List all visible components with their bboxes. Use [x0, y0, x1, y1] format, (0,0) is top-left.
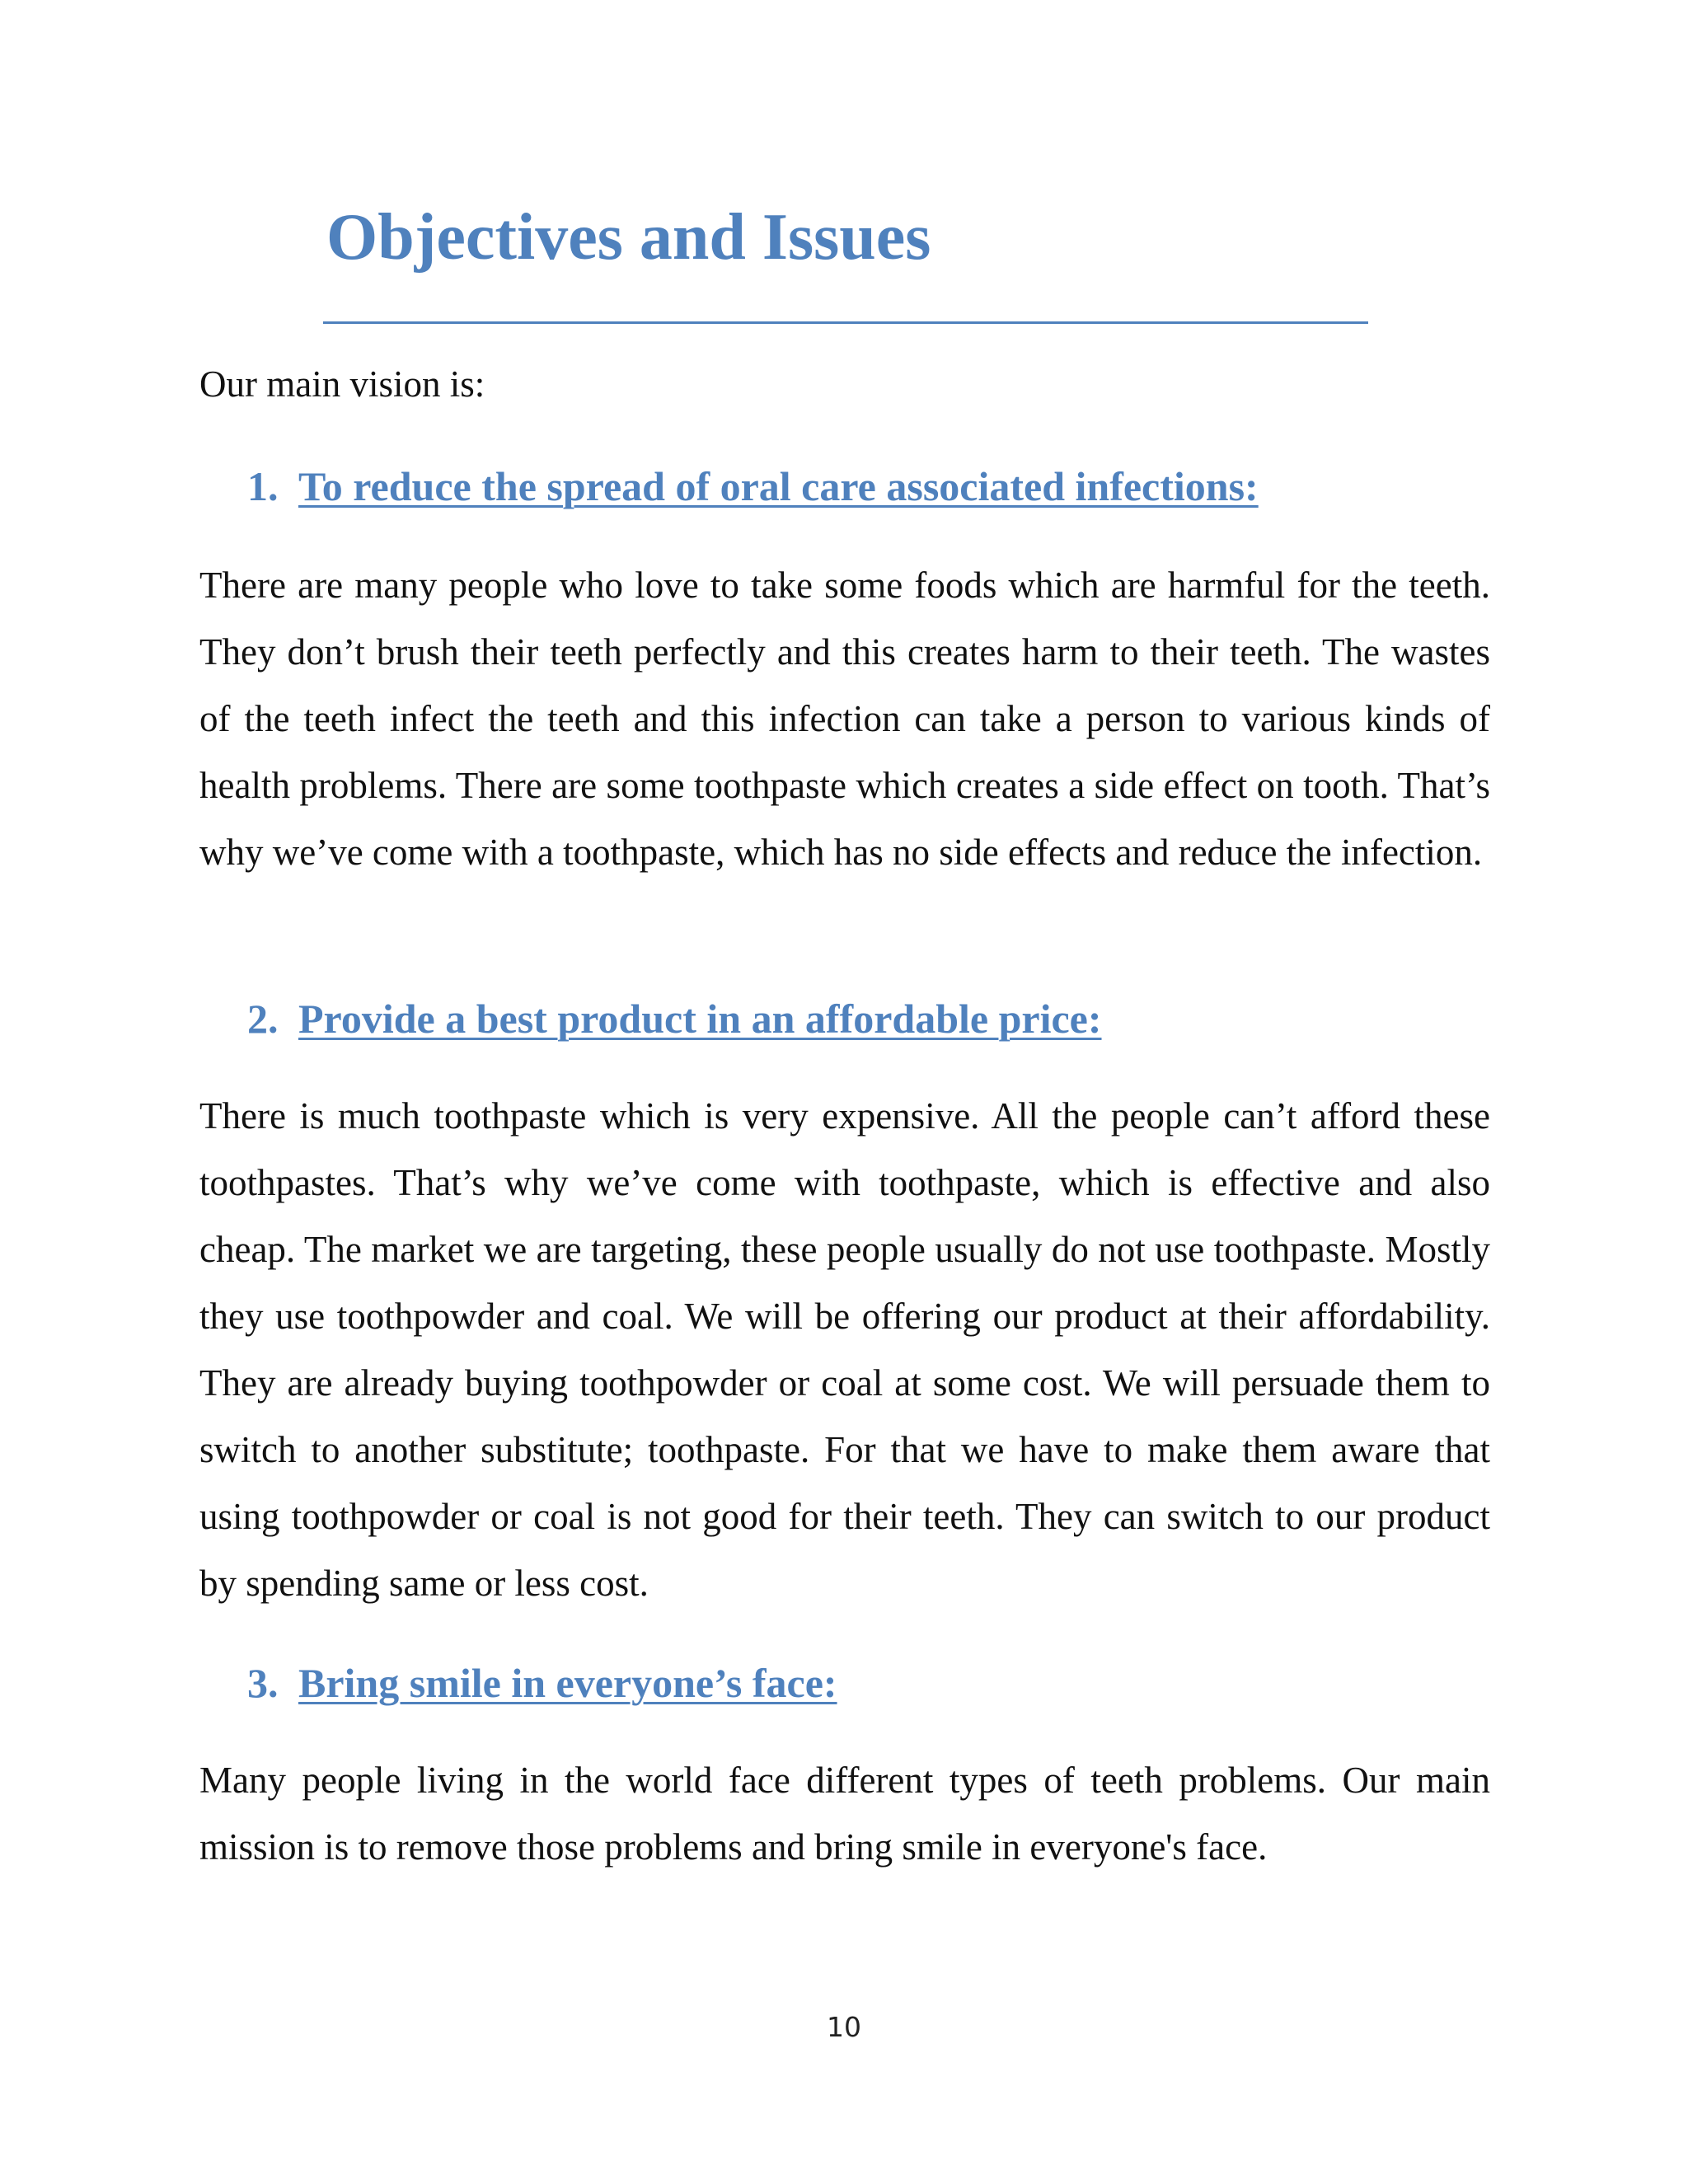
objective-number-1: 1.: [247, 463, 279, 509]
objective-title-1: To reduce the spread of oral care associated infections:: [298, 463, 1259, 509]
objective-title-3: Bring smile in everyone’s face:: [298, 1660, 837, 1706]
objective-heading-3: [247, 1657, 837, 1709]
page-title: Objectives and Issues: [326, 201, 931, 274]
objective-body-2: There is much toothpaste which is very expensive. All the people can’t afford these toothpastes. That’s why we’ve come with toothpaste, which is effective and also cheap. The market we are targeting, these people usually do not use toothpaste. Mostly they use toothpowder and coal. We will be offering our product at their affordability. They are already buying toothpowder or coal at some cost. We will persuade them to switch to another substitute; toothpaste. For that we have to make them aware that using toothpowder or coal is not good for their teeth. They can switch to our product by spending same or less cost.: [199, 1095, 1490, 1604]
objective-number-2: 2.: [247, 996, 279, 1042]
page-number: 10: [827, 2011, 861, 2043]
title-underline-rule: [323, 321, 1368, 324]
objective-heading-1: [247, 460, 1259, 513]
objective-number-3: 3.: [247, 1660, 279, 1706]
objective-title-2: Provide a best product in an affordable price:: [298, 996, 1102, 1042]
objective-body-1: There are many people who love to take some foods which are harmful for the teeth. They don’t brush their teeth perfectly and this creates harm to their teeth. The wastes of the teeth infect the teeth and this infection can take a person to various kinds of health problems. There are some toothpaste which creates a side effect on tooth. That’s why we’ve come with a toothpaste, which has no side effects and reduce the infection.: [199, 565, 1490, 873]
objective-heading-2: [247, 992, 1102, 1045]
intro-text: Our main vision is:: [199, 363, 485, 405]
objective-body-3: Many people living in the world face different types of teeth problems. Our main mission is to remove those problems and bring smile in everyone's face.: [199, 1760, 1490, 1868]
